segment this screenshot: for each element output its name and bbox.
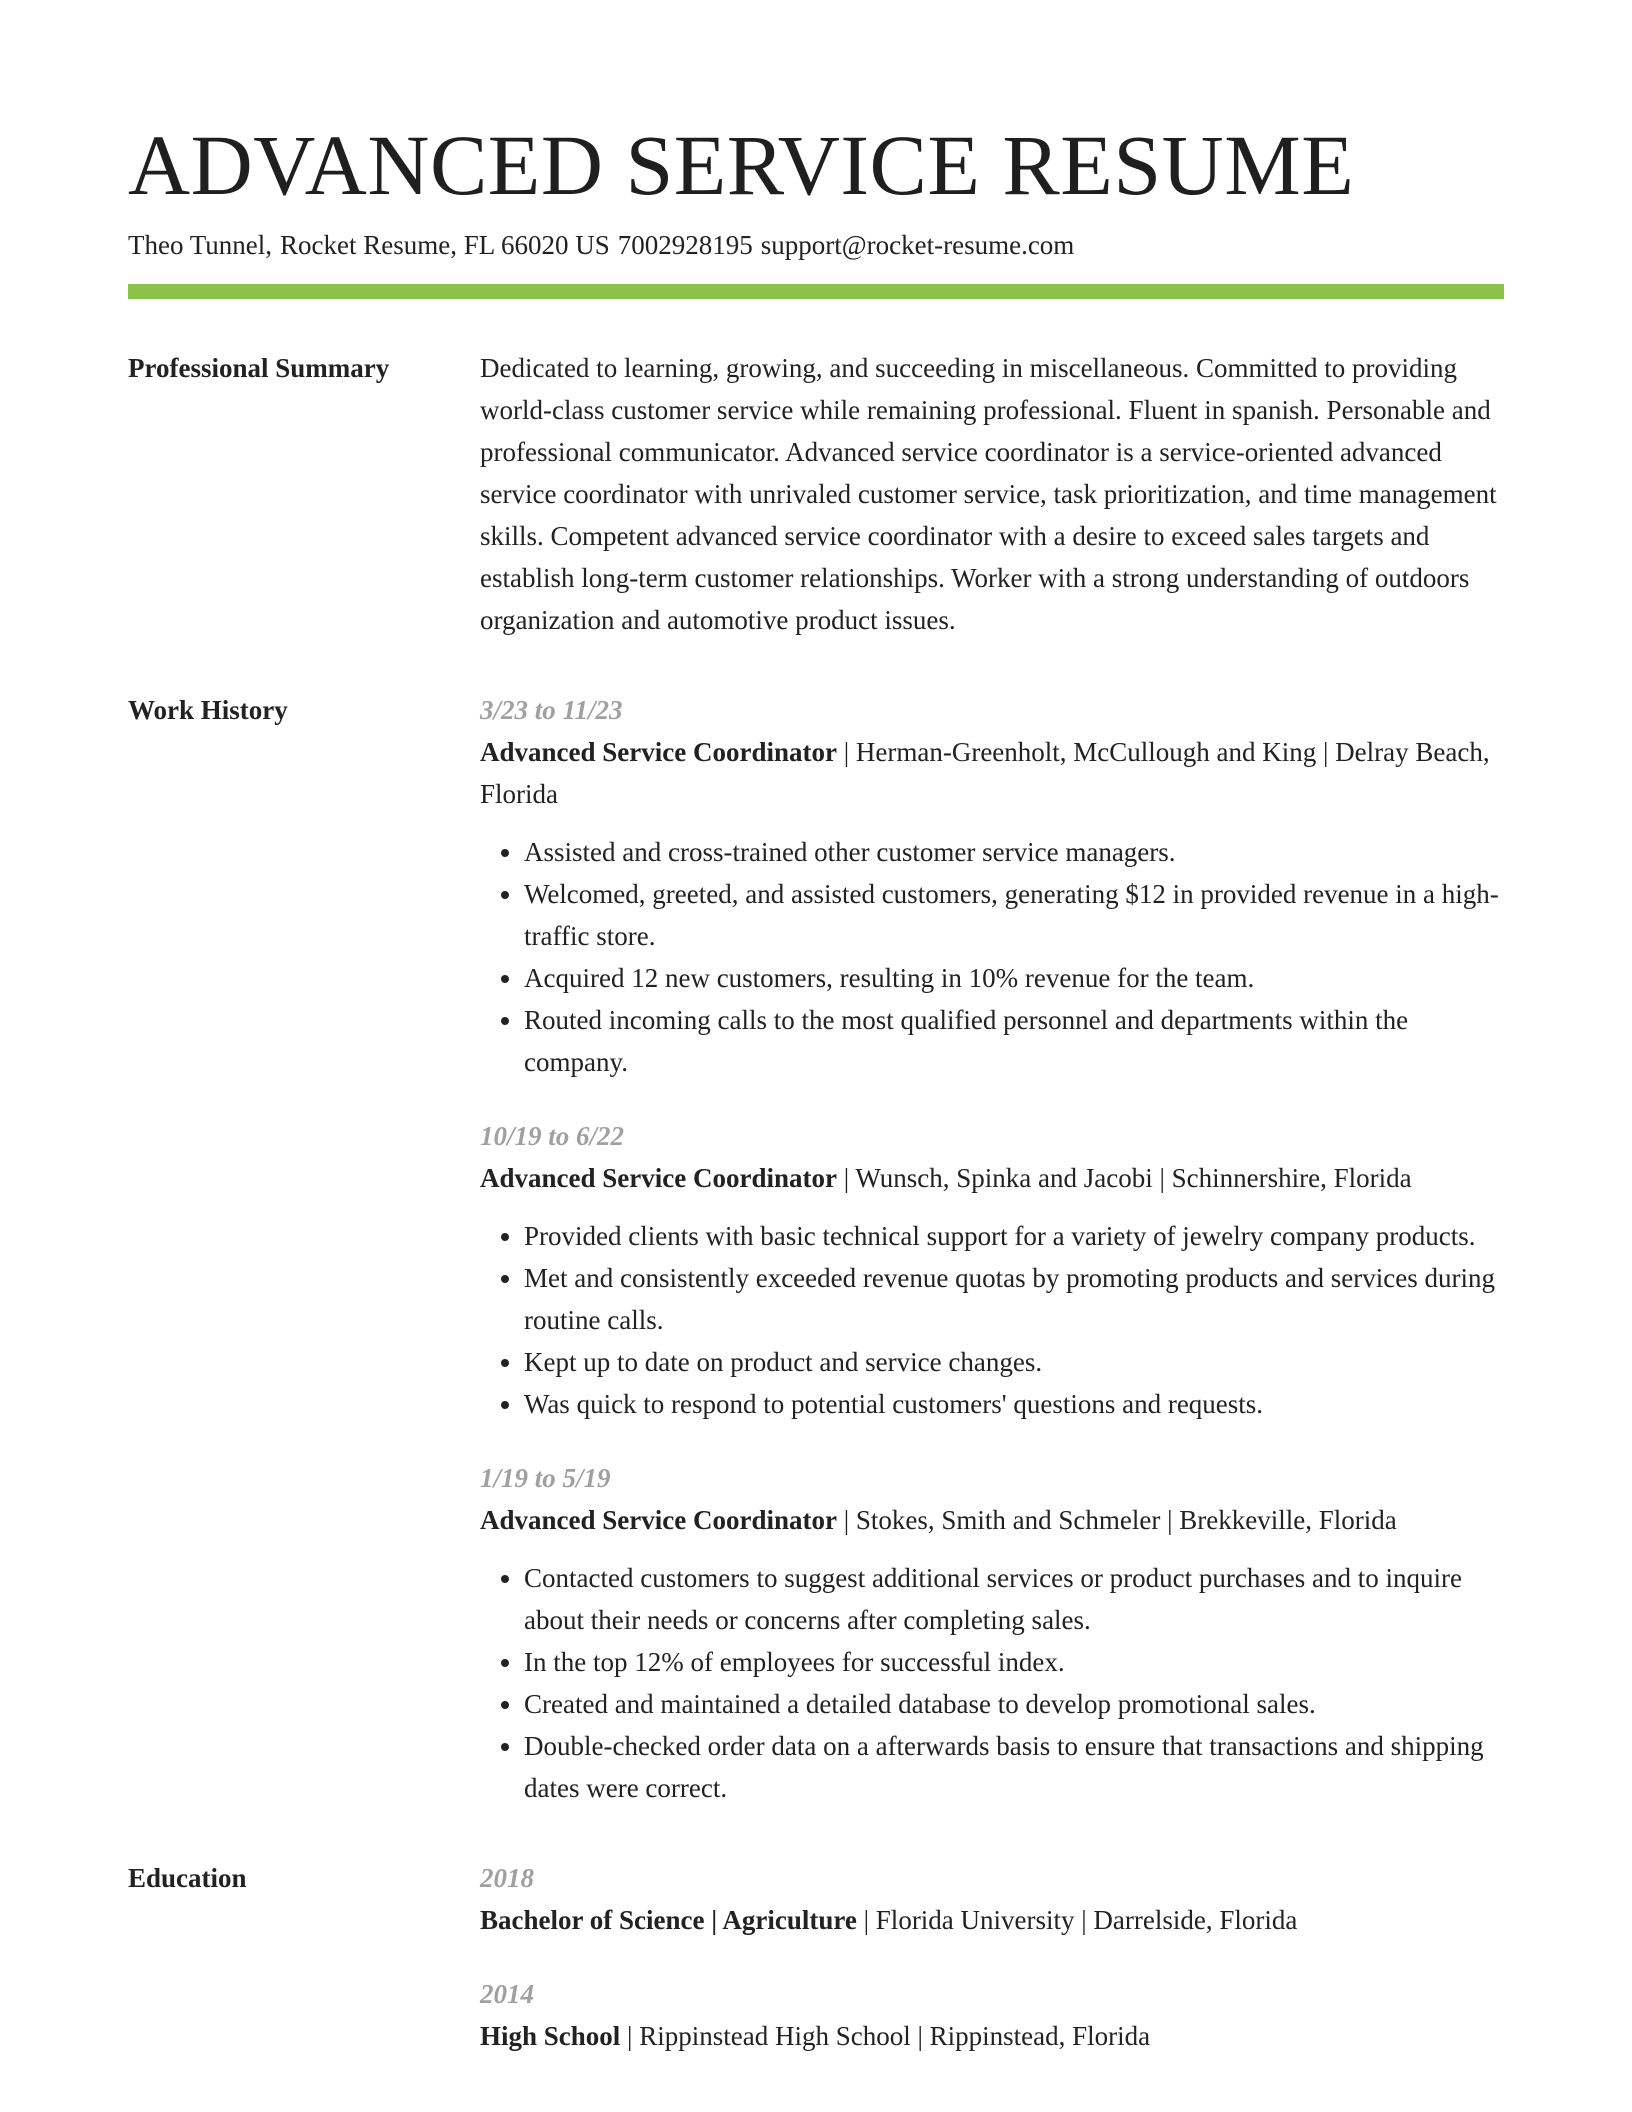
work-history-section bbox=[128, 689, 1504, 1809]
job-bullet: • Met and consistently exceeded revenue quotas by promoting products and services during routine calls. bbox=[524, 1257, 1504, 1341]
education-year: 2014 bbox=[480, 1979, 534, 2010]
education-degree-line bbox=[480, 1899, 1504, 1941]
job-bullet: • Welcomed, greeted, and assisted customers, generating $12 in provided revenue in a high-traffic store. bbox=[524, 873, 1504, 957]
job-bullets bbox=[480, 831, 1504, 1083]
job-dates: 3/23 to 11/23 bbox=[480, 695, 623, 726]
job-entry bbox=[480, 689, 1504, 1083]
job-bullet: • In the top 12% of employees for successful index. bbox=[524, 1641, 1504, 1683]
resume-title: ADVANCED SERVICE RESUME bbox=[128, 117, 1355, 213]
job-details: | Stokes, Smith and Schmeler | Brekkeville, Florida bbox=[836, 1505, 1397, 1536]
job-details: | Wunsch, Spinka and Jacobi | Schinnershire, Florida bbox=[836, 1163, 1412, 1194]
job-role bbox=[480, 1157, 1504, 1199]
job-bullet: • Acquired 12 new customers, resulting in 10% revenue for the team. bbox=[524, 957, 1504, 999]
job-title: Advanced Service Coordinator bbox=[480, 737, 837, 768]
job-bullet: • Double-checked order data on a afterwards basis to ensure that transactions and shipping dates were correct. bbox=[524, 1725, 1504, 1809]
education-details: | Rippinstead High School | Rippinstead, Florida bbox=[620, 2021, 1151, 2052]
resume-page bbox=[128, 117, 1504, 2057]
contact-name: Theo Tunnel, bbox=[128, 230, 273, 261]
education-entry bbox=[480, 1857, 1504, 1941]
education-section bbox=[128, 1857, 1504, 2057]
job-dates: 10/19 to 6/22 bbox=[480, 1121, 625, 1152]
job-title: Advanced Service Coordinator bbox=[480, 1163, 837, 1194]
job-bullet: • Routed incoming calls to the most qualified personnel and departments within the company. bbox=[524, 999, 1504, 1083]
education-details: | Florida University | Darrelside, Florida bbox=[856, 1905, 1298, 1936]
job-bullet: • Provided clients with basic technical support for a variety of jewelry company products. bbox=[524, 1215, 1504, 1257]
job-bullet: • Was quick to respond to potential customers' questions and requests. bbox=[524, 1383, 1504, 1425]
contact-line bbox=[128, 228, 1504, 263]
job-bullet: • Assisted and cross-trained other customer service managers. bbox=[524, 831, 1504, 873]
job-details: | Herman-Greenholt, McCullough and King | Delray Beach, Florida bbox=[480, 737, 1490, 810]
job-title: Advanced Service Coordinator bbox=[480, 1505, 837, 1536]
summary-heading: Professional Summary bbox=[128, 353, 390, 384]
job-role bbox=[480, 731, 1504, 815]
contact-location: Rocket Resume, FL 66020 US bbox=[280, 230, 610, 261]
education-heading: Education bbox=[128, 1863, 247, 1894]
job-role bbox=[480, 1499, 1504, 1541]
education-degree-line bbox=[480, 2015, 1504, 2057]
job-entry bbox=[480, 1457, 1504, 1809]
summary-text: Dedicated to learning, growing, and succeeding in miscellaneous. Committed to providing world-class customer service while remaining professional. Fluent in spanish. Personable and professional communicator. Advanced service coordinator is a service-oriented advanced service coordinator with unrivaled customer service, task prioritization, and time management skills. Competent advanced service coordinator with a desire to exceed sales targets and establish long-term customer relationships. Worker with a strong understanding of outdoors organization and automotive product issues. bbox=[480, 353, 1497, 636]
job-bullet: • Contacted customers to suggest additional services or product purchases and to inquire about their needs or concerns after completing sales. bbox=[524, 1557, 1504, 1641]
job-bullet: • Created and maintained a detailed database to develop promotional sales. bbox=[524, 1683, 1504, 1725]
contact-phone: 7002928195 bbox=[617, 230, 753, 261]
education-year: 2018 bbox=[480, 1863, 534, 1894]
job-bullet: • Kept up to date on product and service changes. bbox=[524, 1341, 1504, 1383]
summary-section bbox=[128, 347, 1504, 641]
job-dates: 1/19 to 5/19 bbox=[480, 1463, 611, 1494]
education-degree: High School bbox=[480, 2021, 621, 2052]
job-bullets bbox=[480, 1215, 1504, 1425]
education-degree: Bachelor of Science | Agriculture bbox=[480, 1905, 857, 1936]
accent-divider bbox=[128, 284, 1504, 299]
work-history-heading: Work History bbox=[128, 695, 288, 726]
contact-email: support@rocket-resume.com bbox=[760, 230, 1075, 261]
education-entry bbox=[480, 1973, 1504, 2057]
job-bullets bbox=[480, 1557, 1504, 1809]
job-entry bbox=[480, 1115, 1504, 1425]
